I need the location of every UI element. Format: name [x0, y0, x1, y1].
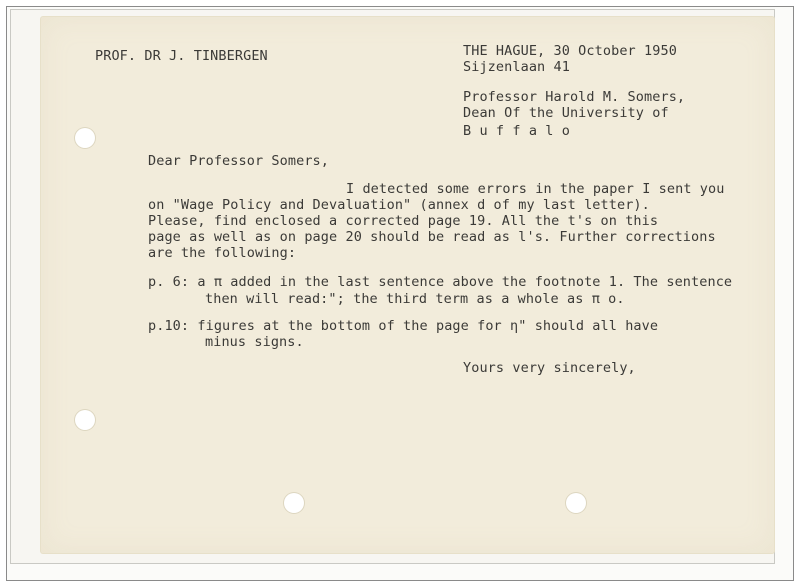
correction-p10-line-2: minus signs. [205, 334, 304, 350]
body-line-5: are the following: [148, 245, 297, 261]
body-line-2: on "Wage Policy and Devaluation" (annex d of my last letter). [148, 197, 650, 213]
punch-hole-left-upper [75, 128, 95, 148]
punch-hole-bottom-right [566, 493, 586, 513]
address-street: Sijzenlaan 41 [463, 59, 570, 75]
letterhead-sender: PROF. DR J. TINBERGEN [95, 48, 268, 64]
correction-p6-line-1: p. 6: a π added in the last sentence above the footnote 1. The sentence [148, 274, 733, 290]
punch-hole-left-lower [75, 410, 95, 430]
recipient-line-2: Dean Of the University of [463, 105, 669, 121]
recipient-line-1: Professor Harold M. Somers, [463, 89, 686, 105]
correction-p10-line-1: p.10: figures at the bottom of the page for η" should all have [148, 318, 659, 334]
salutation: Dear Professor Somers, [148, 153, 330, 169]
body-line-4: page as well as on page 20 should be read as l's. Further corrections [148, 229, 716, 245]
body-line-3: Please, find enclosed a corrected page 19. All the t's on this [148, 213, 659, 229]
place-date: THE HAGUE, 30 October 1950 [463, 43, 677, 59]
recipient-line-3: B u f f a l o [463, 123, 570, 139]
correction-p6-line-2: then will read:"; the third term as a whole as π o. [205, 291, 625, 307]
closing: Yours very sincerely, [463, 360, 636, 376]
body-line-1: I detected some errors in the paper I sent you [346, 181, 725, 197]
punch-hole-bottom-middle [284, 493, 304, 513]
